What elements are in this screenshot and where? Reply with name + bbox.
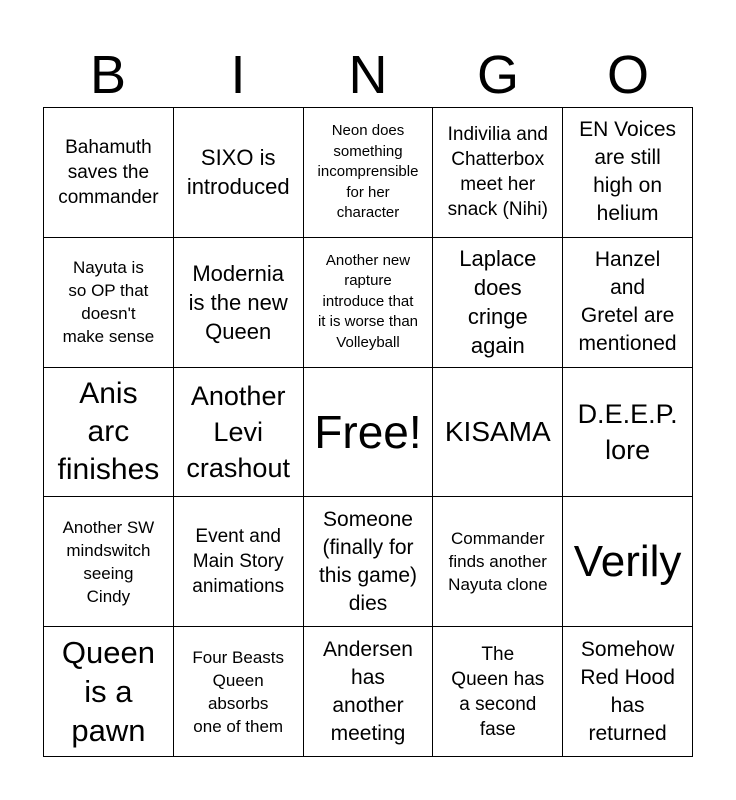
bingo-cell-r3-c1[interactable] [44,368,174,498]
header-letter-n: N [348,45,388,105]
bingo-cell-r1-c5[interactable] [563,108,693,238]
bingo-cell-r4-c2[interactable] [174,497,304,627]
cell-text: Somehow Red Hood has returned [580,637,675,745]
free-space-text: Free! [314,405,422,458]
cell-text: Queen is a pawn [61,635,155,749]
cell-text: The Queen has a second fase [451,643,545,740]
cell-text: Modernia is the new Queen [188,260,288,344]
cell-text: Bahamuth saves the commander [58,136,159,208]
bingo-cell-r1-c4[interactable] [433,108,563,238]
bingo-cell-r1-c2[interactable] [174,108,304,238]
cell-text: Laplace does cringe again [459,246,537,359]
bingo-header [43,46,693,104]
cell-text: Four Beasts Queen absorbs one of them [192,647,285,736]
header-letter-g: G [476,45,519,105]
bingo-cell-r1-c3[interactable] [304,108,434,238]
bingo-cell-r2-c1[interactable] [44,238,174,368]
bingo-cell-r5-c2[interactable] [174,627,304,757]
bingo-cell-r4-c4[interactable] [433,497,563,627]
bingo-cell-r4-c1[interactable] [44,497,174,627]
header-letter-o: O [606,45,649,105]
bingo-cell-r5-c3[interactable] [304,627,434,757]
bingo-cell-r2-c5[interactable] [563,238,693,368]
cell-text: Anis arc finishes [57,376,160,486]
cell-text: Verily [573,536,682,586]
bingo-cell-r2-c4[interactable] [433,238,563,368]
cell-text: Andersen has another meeting [323,637,413,745]
cell-text: Indivilia and Chatterbox meet her snack (Nihi) [447,124,548,221]
cell-text: Event and Main Story animations [192,526,285,598]
header-letter-b: B [89,45,127,105]
bingo-cell-r5-c4[interactable] [433,627,563,757]
header-letter-i: I [230,45,246,105]
bingo-cell-r4-c3[interactable] [304,497,434,627]
bingo-cell-r2-c2[interactable] [174,238,304,368]
bingo-cell-r3-c4[interactable] [433,368,563,498]
bingo-cell-r4-c5[interactable] [563,497,693,627]
bingo-cell-r5-c1[interactable] [44,627,174,757]
bingo-cell-r3-c2[interactable] [174,368,304,498]
cell-text: Another new rapture introduce that it is worse than Volleyball [317,251,419,351]
cell-text: Hanzel and Gretel are mentioned [578,248,677,356]
bingo-cell-r1-c1[interactable] [44,108,174,238]
cell-text: Commander finds another Nayuta clone [448,529,548,595]
cell-text: KISAMA [444,415,551,447]
cell-text: Someone (finally for this game) dies [318,507,418,615]
bingo-board [43,107,693,757]
cell-text: EN Voices are still high on helium [579,118,677,226]
cell-text: Another SW mindswitch seeing Cindy [62,517,155,606]
bingo-cell-r3-c5[interactable] [563,368,693,498]
cell-text: Another Levi crashout [186,380,290,483]
bingo-cell-r5-c5[interactable] [563,627,693,757]
cell-text: Neon does something incomprensible for her character [317,122,419,222]
cell-text: Nayuta is so OP that doesn't make sense [62,258,155,347]
bingo-cell-r3-c3[interactable] [304,368,434,498]
cell-text: D.E.E.P. lore [577,398,678,465]
bingo-cell-r2-c3[interactable] [304,238,434,368]
cell-text: SIXO is introduced [186,145,290,200]
